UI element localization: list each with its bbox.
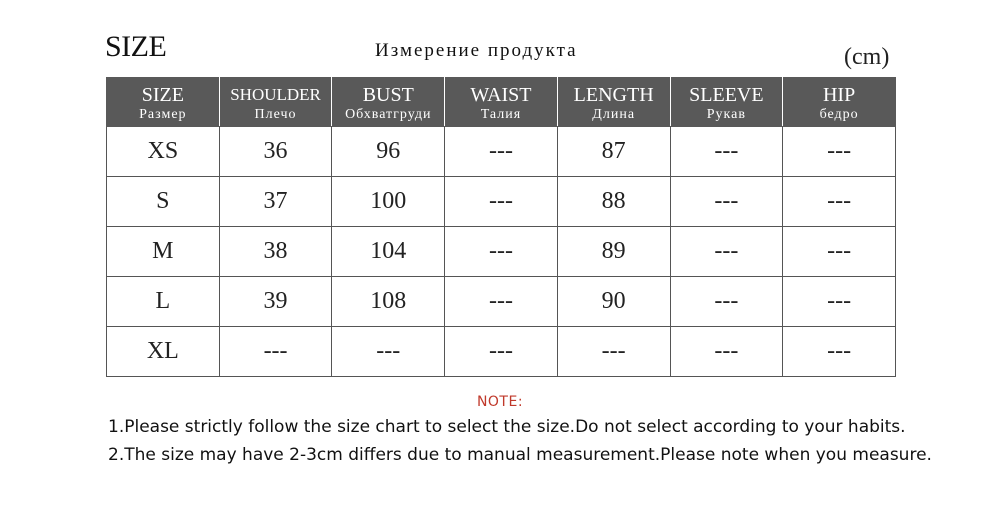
- table-cell-bust: 96: [332, 127, 445, 177]
- table-row: [107, 277, 896, 327]
- column-header-ru: Рукав: [706, 107, 746, 122]
- note-line-2: 2.The size may have 2-3cm differs due to manual measurement.Please note when you measure.: [108, 445, 932, 465]
- table-cell-waist: ---: [445, 177, 558, 227]
- table-cell-sleeve: ---: [670, 177, 783, 227]
- column-header-sleeve: [670, 78, 783, 127]
- table-cell-sleeve: ---: [670, 277, 783, 327]
- table-cell-length: 90: [557, 277, 670, 327]
- table-cell-bust: 104: [332, 227, 445, 277]
- column-header-waist: [445, 78, 558, 127]
- table-cell-size: XS: [107, 127, 220, 177]
- table-cell-hip: ---: [783, 277, 896, 327]
- table-cell-bust: 100: [332, 177, 445, 227]
- column-header-en: SLEEVE: [689, 84, 764, 106]
- column-header-shoulder: [219, 78, 332, 127]
- unit-label: (cm): [844, 44, 890, 70]
- column-header-size: [107, 78, 220, 127]
- table-cell-size: S: [107, 177, 220, 227]
- table-cell-hip: ---: [783, 227, 896, 277]
- table-cell-length: 89: [557, 227, 670, 277]
- table-cell-sleeve: ---: [670, 127, 783, 177]
- page-subtitle: Измерение продукта: [375, 40, 578, 61]
- column-header-en: WAIST: [470, 84, 532, 106]
- column-header-ru: Обхватгруди: [345, 107, 432, 122]
- table-cell-hip: ---: [783, 327, 896, 377]
- table-cell-length: 87: [557, 127, 670, 177]
- table-cell-shoulder: 39: [219, 277, 332, 327]
- table-cell-sleeve: ---: [670, 327, 783, 377]
- column-header-ru: Талия: [480, 107, 522, 122]
- column-header-ru: Длина: [592, 107, 636, 122]
- column-header-en: SIZE: [141, 84, 184, 106]
- table-cell-shoulder: 38: [219, 227, 332, 277]
- size-table: [106, 77, 896, 377]
- column-header-ru: Размер: [139, 107, 187, 122]
- table-cell-length: 88: [557, 177, 670, 227]
- table-cell-waist: ---: [445, 327, 558, 377]
- table-cell-length: ---: [557, 327, 670, 377]
- column-header-en: BUST: [362, 84, 414, 106]
- note-label: NOTE:: [476, 394, 524, 410]
- note-line-1: 1.Please strictly follow the size chart to select the size.Do not select according to your habits.: [108, 417, 906, 437]
- table-row: [107, 327, 896, 377]
- column-header-length: [557, 78, 670, 127]
- column-header-en: LENGTH: [573, 84, 654, 106]
- table-cell-sleeve: ---: [670, 227, 783, 277]
- table-row: [107, 227, 896, 277]
- table-cell-shoulder: 37: [219, 177, 332, 227]
- table-cell-hip: ---: [783, 177, 896, 227]
- column-header-en: HIP: [822, 84, 856, 106]
- table-header-row: [107, 78, 896, 127]
- column-header-ru: Плечо: [254, 107, 297, 122]
- column-header-en: SHOULDER: [230, 85, 321, 104]
- table-cell-waist: ---: [445, 127, 558, 177]
- table-cell-size: L: [107, 277, 220, 327]
- column-header-ru: бедро: [819, 107, 859, 122]
- column-header-hip: [783, 78, 896, 127]
- table-cell-size: XL: [107, 327, 220, 377]
- table-cell-hip: ---: [783, 127, 896, 177]
- table-cell-bust: 108: [332, 277, 445, 327]
- page-title: SIZE: [105, 30, 167, 63]
- table-cell-size: M: [107, 227, 220, 277]
- table-row: [107, 127, 896, 177]
- table-cell-shoulder: 36: [219, 127, 332, 177]
- table-cell-shoulder: ---: [219, 327, 332, 377]
- table-cell-waist: ---: [445, 227, 558, 277]
- table-cell-bust: ---: [332, 327, 445, 377]
- column-header-bust: [332, 78, 445, 127]
- table-cell-waist: ---: [445, 277, 558, 327]
- table-row: [107, 177, 896, 227]
